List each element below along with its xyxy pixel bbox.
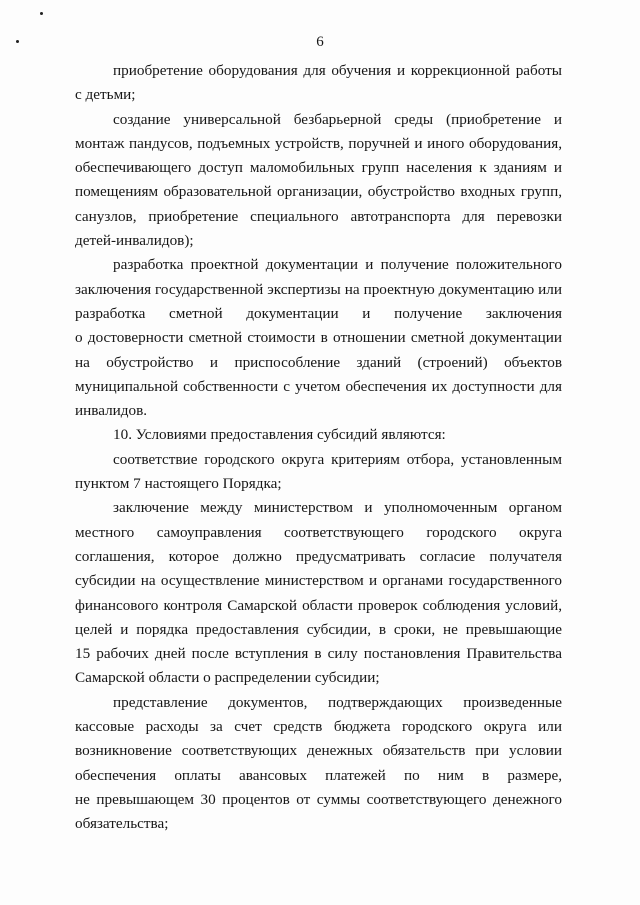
paragraph-agreement xyxy=(75,496,562,690)
text-line: заключения государственной экспертизы на проектную документацию или xyxy=(75,280,562,298)
text-line: субсидии на осуществление министерством и органами государственного xyxy=(75,572,562,590)
text-line: Самарской области о распределении субсидии; xyxy=(75,669,380,687)
paragraph-documents-submission xyxy=(75,691,562,837)
text-line: местного самоуправления соответствующего городского округа xyxy=(75,523,562,541)
text-line: обязательства; xyxy=(75,815,169,833)
text-line: 10. Условиями предоставления субсидий являются: xyxy=(113,426,446,444)
text-line: разработка проектной документации и получение положительного xyxy=(113,256,562,274)
text-line: детей-инвалидов); xyxy=(75,232,194,250)
text-line: возникновение соответствующих денежных обязательств при условии xyxy=(75,742,562,760)
text-line: пунктом 7 настоящего Порядка; xyxy=(75,475,282,493)
text-line: соглашения, которое должно предусматривать согласие получателя xyxy=(75,547,562,565)
text-line: представление документов, подтверждающих произведенные xyxy=(113,693,562,711)
paragraph-section-10-heading xyxy=(75,423,562,447)
text-line: о достоверности сметной стоимости в отношении сметной документации xyxy=(75,329,562,347)
text-line: 15 рабочих дней после вступления в силу постановления Правительства xyxy=(75,645,562,663)
page-number: 6 xyxy=(316,34,324,50)
text-line: обеспечения оплаты авансовых платежей по ним в размере, xyxy=(75,766,562,784)
text-line: создание универсальной безбарьерной среды (приобретение и xyxy=(113,110,562,128)
text-line: на обустройство и приспособление зданий (строений) объектов xyxy=(75,353,562,371)
paragraph-selection-criteria xyxy=(75,448,562,497)
text-line: заключение между министерством и уполномоченным органом xyxy=(113,499,562,517)
text-line: соответствие городского округа критериям отбора, установленным xyxy=(113,450,562,468)
paragraph-barrier-free-environment xyxy=(75,108,562,254)
scan-speck xyxy=(40,12,43,15)
text-line: не превышающем 30 процентов от суммы соответствующего денежного xyxy=(75,790,562,808)
text-line: обеспечивающего доступ маломобильных групп населения к зданиям и xyxy=(75,159,562,177)
text-line: разработка сметной документации и получение заключения xyxy=(75,304,562,322)
text-line: помещениям образовательной организации, обустройство входных групп, xyxy=(75,183,562,201)
paragraph-project-documentation xyxy=(75,253,562,423)
text-line: кассовые расходы за счет средств бюджета городского округа или xyxy=(75,718,562,736)
text-line: приобретение оборудования для обучения и коррекционной работы xyxy=(113,62,562,79)
text-line: инвалидов. xyxy=(75,402,148,420)
text-line: финансового контроля Самарской области проверок соблюдения условий, xyxy=(75,596,562,614)
paragraph-equipment-purchase xyxy=(75,59,562,108)
text-line: с детьми; xyxy=(75,86,136,104)
text-line: монтаж пандусов, подъемных устройств, поручней и иного оборудования, xyxy=(75,134,562,152)
text-line: муниципальной собственности с учетом обеспечения их доступности для xyxy=(75,377,562,395)
document-body xyxy=(75,59,562,837)
text-line: санузлов, приобретение специального автотранспорта для перевозки xyxy=(75,207,562,225)
text-line: целей и порядка предоставления субсидии, в сроки, не превышающие xyxy=(75,620,562,638)
